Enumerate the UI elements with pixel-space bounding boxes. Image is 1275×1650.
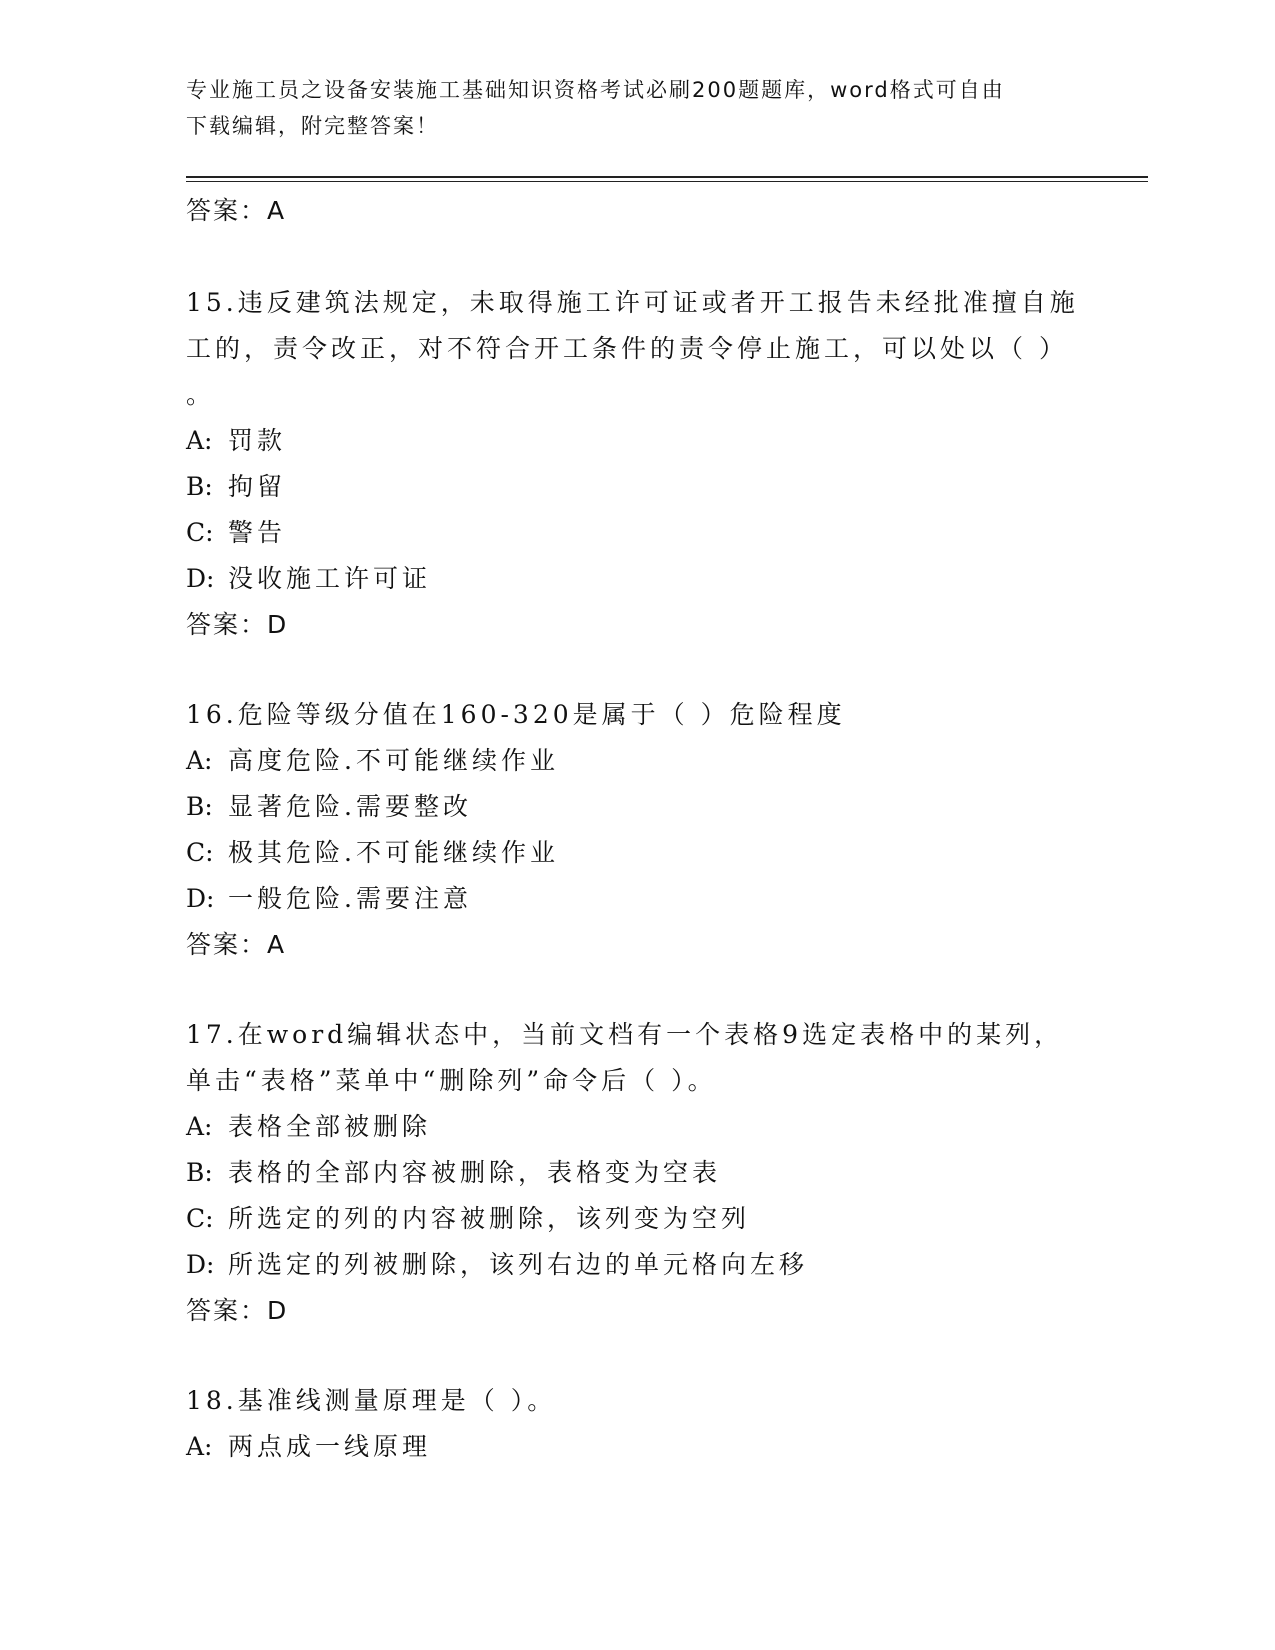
option-text: 警告 [228, 518, 287, 547]
option-letter: C: [186, 518, 214, 547]
previous-answer: 答案：A [186, 196, 287, 225]
option-letter: C: [186, 1204, 214, 1233]
option-a [186, 1104, 1106, 1150]
option-letter: A: [186, 746, 213, 775]
question-stem-line: 17.在word编辑状态中，当前文档有一个表格9选定表格中的某列， [186, 1020, 1064, 1049]
option-letter: D: [186, 884, 215, 913]
option-text: 拘留 [228, 472, 287, 501]
option-letter: B: [186, 1158, 213, 1187]
option-letter: C: [186, 838, 214, 867]
option-letter: B: [186, 792, 213, 821]
option-letter: D: [186, 1250, 215, 1279]
header-title-line-1: 专业施工员之设备安装施工基础知识资格考试必刷200题题库，word格式可自由 [186, 78, 1005, 102]
question-17 [186, 1012, 1106, 1334]
header-title-line-2: 下载编辑，附完整答案！ [186, 114, 439, 138]
option-c [186, 830, 1106, 876]
spacer [186, 648, 1106, 692]
option-b [186, 784, 1106, 830]
option-a [186, 418, 1106, 464]
option-text: 所选定的列被删除，该列右边的单元格向左移 [228, 1250, 809, 1279]
question-list [186, 188, 1106, 1470]
option-letter: B: [186, 472, 213, 501]
option-a [186, 738, 1106, 784]
option-text: 显著危险.需要整改 [228, 792, 472, 821]
option-letter: D: [186, 564, 215, 593]
answer-line: 答案：D [186, 1296, 289, 1325]
question-stem-line: 18.基准线测量原理是（ ）。 [186, 1386, 557, 1415]
option-d [186, 876, 1106, 922]
option-text: 一般危险.需要注意 [228, 884, 472, 913]
option-letter: A: [186, 426, 213, 455]
header-divider [186, 176, 1148, 182]
question-18 [186, 1378, 1106, 1470]
option-text: 高度危险.不可能继续作业 [228, 746, 559, 775]
option-text: 极其危险.不可能继续作业 [228, 838, 559, 867]
question-stem-line: 16.危险等级分值在160-320是属于（ ）危险程度 [186, 700, 846, 729]
question-stem-line: 。 [186, 380, 216, 409]
option-text: 罚款 [228, 426, 287, 455]
spacer [186, 234, 1106, 280]
option-c [186, 510, 1106, 556]
option-b [186, 464, 1106, 510]
option-text: 表格的全部内容被删除，表格变为空表 [228, 1158, 722, 1187]
option-text: 没收施工许可证 [228, 564, 432, 593]
question-stem-line: 工的，责令改正，对不符合开工条件的责令停止施工，可以处以（ ） [186, 334, 1068, 363]
option-text: 所选定的列的内容被删除，该列变为空列 [228, 1204, 751, 1233]
question-15 [186, 280, 1106, 648]
question-16 [186, 692, 1106, 968]
option-text: 两点成一线原理 [228, 1432, 432, 1461]
answer-line: 答案：D [186, 610, 289, 639]
option-d [186, 556, 1106, 602]
spacer [186, 968, 1106, 1012]
option-letter: A: [186, 1432, 213, 1461]
option-letter: A: [186, 1112, 213, 1141]
spacer [186, 1334, 1106, 1378]
page-header [186, 72, 1086, 144]
option-b [186, 1150, 1106, 1196]
option-d [186, 1242, 1106, 1288]
option-text: 表格全部被删除 [228, 1112, 432, 1141]
question-stem-line: 单击“表格”菜单中“删除列”命令后（ ）。 [186, 1066, 717, 1095]
answer-line: 答案：A [186, 930, 287, 959]
question-stem-line: 15.违反建筑法规定，未取得施工许可证或者开工报告未经批准擅自施 [186, 288, 1079, 317]
option-c [186, 1196, 1106, 1242]
option-a [186, 1424, 1106, 1470]
